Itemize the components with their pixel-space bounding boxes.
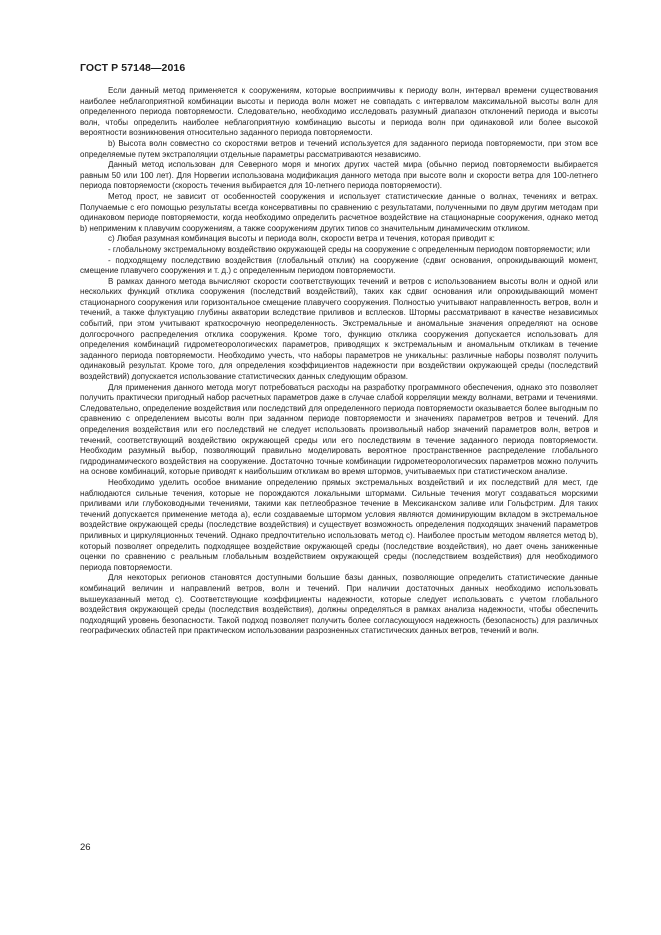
- list-item: - подходящему последствию воздействия (глобальный отклик) на сооружение (сдвиг основания, опрокидывающий момент, смещение плавучего сооружения и т. д.) с определенным периодом повторяемости.: [80, 255, 598, 276]
- paragraph: Для применения данного метода могут потребоваться расходы на разработку программного обеспечения, однако это позволяет получить практически пригодный набор расчетных параметров даже в случае слабой корреляции между волнами, ветрами и течениями. Следовательно, определение воздействия или последствий для определенного периода повторяемости оказывается более выгодным по сравнению с определением высоты волн при заданном периоде повторяемости и значениях параметров ветров и течений. Для определения воздействия или его последствий не следует использовать произвольный набор значений параметров волн, ветров и течений, соответствующий воздействию окружающей среды или его последствиям в течение заданного периода повторяемости. Необходим разумный выбор, позволяющий правильно моделировать вероятное пространственное распределение глобального гидродинамического воздействия на сооружение. Достаточно точные комбинации гидрометеорологических параметров можно получить на основе комбинаций, которые приводят к наибольшим откликам во время штормов, учитываемых при статистическом анализе.: [80, 382, 598, 477]
- page-number: 26: [80, 842, 91, 853]
- standard-header: ГОСТ Р 57148—2016: [80, 62, 186, 74]
- paragraph: Если данный метод применяется к сооружениям, которые восприимчивы к периоду волн, интервал времени существования наиболее неблагоприятной комбинации высоты и периода волн может не совпадать с интервалом максимальной высоты волн для определенного периода повторяемости. Следовательно, необходимо исследовать разумный диапазон отклонений периода и высоты волн, чтобы определить наиболее неблагоприятную комбинацию высоты и периода волн при одинаковой или более высокой вероятности возникновения относительно заданного периода повторяемости.: [80, 86, 598, 138]
- paragraph: c) Любая разумная комбинация высоты и периода волн, скорости ветра и течения, которая приводит к:: [108, 234, 495, 244]
- page-body: [80, 86, 598, 637]
- paragraph: Для некоторых регионов становятся доступными большие базы данных, позволяющие определить статистические данные комбинаций величин и направлений ветров, волн и течений. При наличии достаточных данных необходимо использовать вышеуказанный метод c). Соответствующие коэффициенты надежности, которые следует использовать с учетом глобального воздействия окружающей среды (последствия воздействия), должны определяться в рамках анализа надежности, чтобы обеспечить подходящий уровень безопасности. Такой подход позволяет получить более согласующуюся надежность (безопасность) для различных географических областей при практическом использовании разрозненных статистических данных ветров, течений и волн.: [80, 573, 598, 636]
- list-item: - глобальному экстремальному воздействию окружающей среды на сооружение с определенным периодом повторяемости; или: [108, 244, 590, 254]
- paragraph: Данный метод использован для Северного моря и многих других частей мира (обычно период повторяемости выбирается равным 50 или 100 лет). Для Норвегии использована модификация данного метода при высоте волн и скорости ветра для 100-летнего периода повторяемости (скорость течения выбирается для 10-летнего периода повторяемости).: [80, 160, 598, 191]
- paragraph: Метод прост, не зависит от особенностей сооружения и использует статистические данные о волнах, течениях и ветрах. Получаемые с его помощью результаты всегда консервативны по сравнению с результатами, полученными по двум другим методам при одинаковом периоде повторяемости, когда необходимо определить расчетное воздействие на стационарные сооружения, однако метод b) неприменим к плавучим сооружениям, а также сооружениям других типов со значительным динамическим откликом.: [80, 191, 598, 233]
- paragraph: b) Высота волн совместно со скоростями ветров и течений используется для заданного периода повторяемости, при этом все определяемые путем экстраполяции отдельные параметры рассматриваются независимо.: [80, 138, 598, 159]
- paragraph: Необходимо уделить особое внимание определению прямых экстремальных воздействий и их последствий для мест, где наблюдаются сильные течения, которые не порождаются локальными штормами. Сильные течения могут создаваться морскими приливами или глубоководными течениями, такими как петлеобразное течение в Мексиканском заливе или Гольфстрим. Для таких течений допускается применение метода a), если создаваемые штормом условия являются доминирующим вкладом в экстремальное воздействие окружающей среды (последствие воздействия) и существует возможность определения подходящих значений параметров приливных и циркуляционных течений. Однако предпочтительно использовать метод c). Наиболее простым методом является метод b), который позволяет определить подходящее воздействие окружающей среды (последствие воздействия), но дает очень заниженные оценки по сравнению с реальным глобальным воздействием окружающей среды (последствием воздействия) для необходимого периода повторяемости.: [80, 477, 598, 572]
- paragraph: В рамках данного метода вычисляют скорости соответствующих течений и ветров с использованием высоты волн и одной или нескольких функций отклика сооружения (последствий воздействий), таких как сдвиг основания или опрокидывающий момент стационарного сооружения или горизонтальное смещение плавучего сооружения. Полностью учитывают направленность ветров, волн и течений, а также флуктуацию глубины акватории вследствие приливов и всплесков. Штормы рассматривают в качестве независимых событий, при этом учитывают краткосрочную неопределенность. Экстремальные и аномальные значения определяют на основе долгосрочного распределения отклика сооружения. Кроме того, функцию отклика сооружения допускается использовать для определения комбинаций гидрометеорологических параметров, приводящих к экстремальным и аномальным откликам в течение заданного периода повторяемости. Необходимо учесть, что наборы параметров не уникальны: различные наборы позволят получить одинаковый результат. Кроме того, для определения коэффициентов надежности при воздействии окружающей среды (последствий воздействий) допускается использование статистических данных следующим образом.: [80, 276, 598, 382]
